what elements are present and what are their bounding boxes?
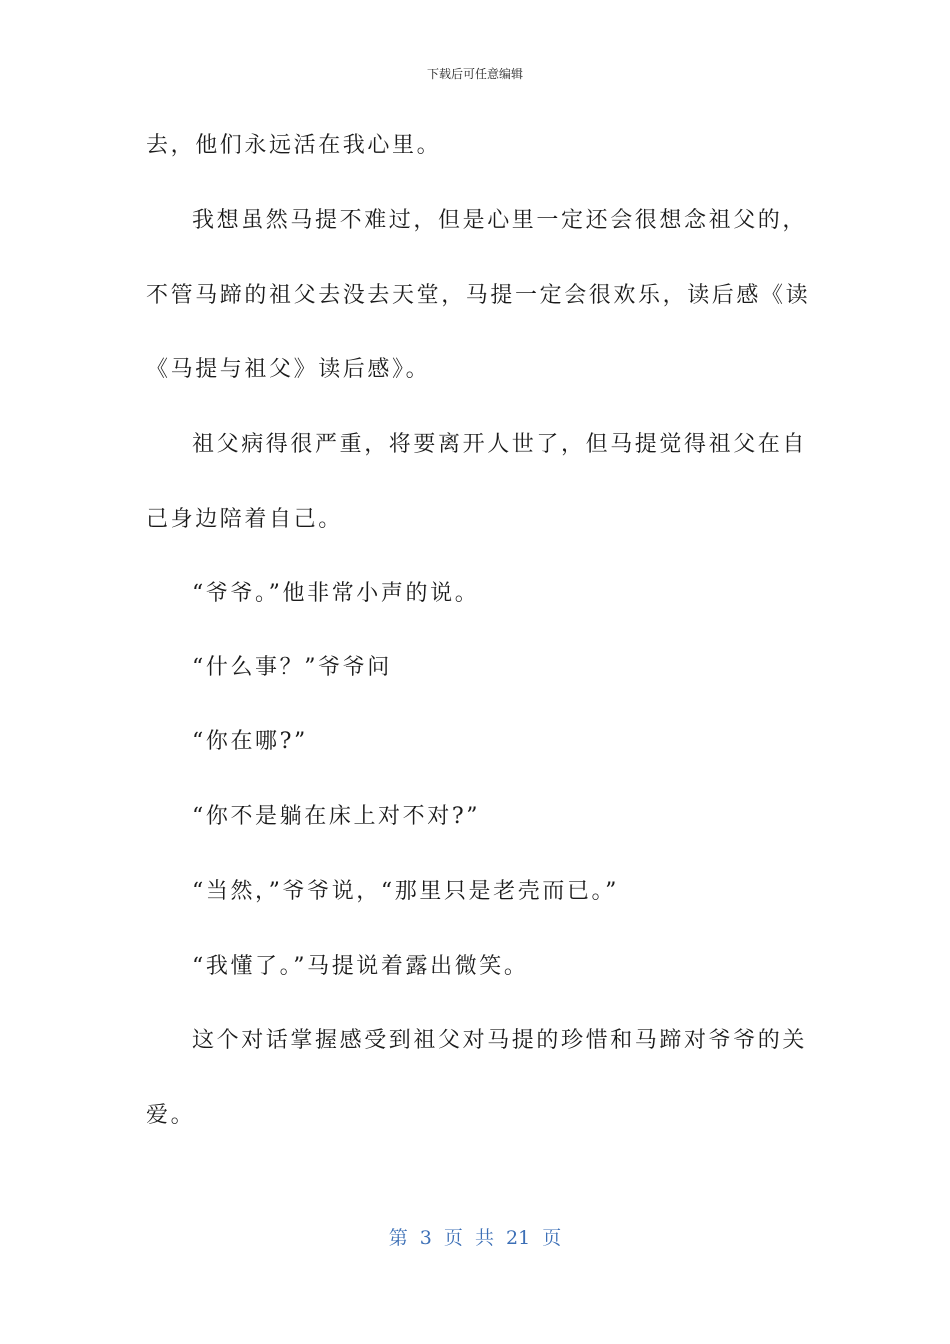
text-line: 祖父病得很严重，将要离开人世了，但马提觉得祖父在自 bbox=[192, 432, 808, 457]
text-line: “你在哪?” bbox=[192, 729, 308, 754]
text-line: “我懂了。”马提说着露出微笑。 bbox=[192, 954, 529, 979]
text-line: “什么事？”爷爷问 bbox=[192, 655, 392, 680]
page-number-footer: 第 3 页 共 21 页 bbox=[388, 1227, 562, 1249]
text-line: 这个对话掌握感受到祖父对马提的珍惜和马蹄对爷爷的关 bbox=[192, 1028, 808, 1053]
text-line: 我想虽然马提不难过，但是心里一定还会很想念祖父的， bbox=[192, 208, 808, 233]
text-line: “当然，”爷爷说，“那里只是老壳而已。” bbox=[192, 879, 619, 904]
text-line: 《马提与祖父》读后感》。 bbox=[146, 357, 431, 382]
page-header: 下载后可任意编辑 bbox=[426, 67, 523, 81]
text-line: 爱。 bbox=[146, 1103, 196, 1128]
text-line: “爷爷。”他非常小声的说。 bbox=[192, 581, 480, 606]
text-line: 去，他们永远活在我心里。 bbox=[146, 133, 442, 158]
text-line: “你不是躺在床上对不对?” bbox=[192, 804, 481, 829]
text-line: 不管马蹄的祖父去没去天堂，马提一定会很欢乐，读后感《读 bbox=[146, 283, 811, 308]
text-line: 己身边陪着自己。 bbox=[146, 507, 343, 532]
